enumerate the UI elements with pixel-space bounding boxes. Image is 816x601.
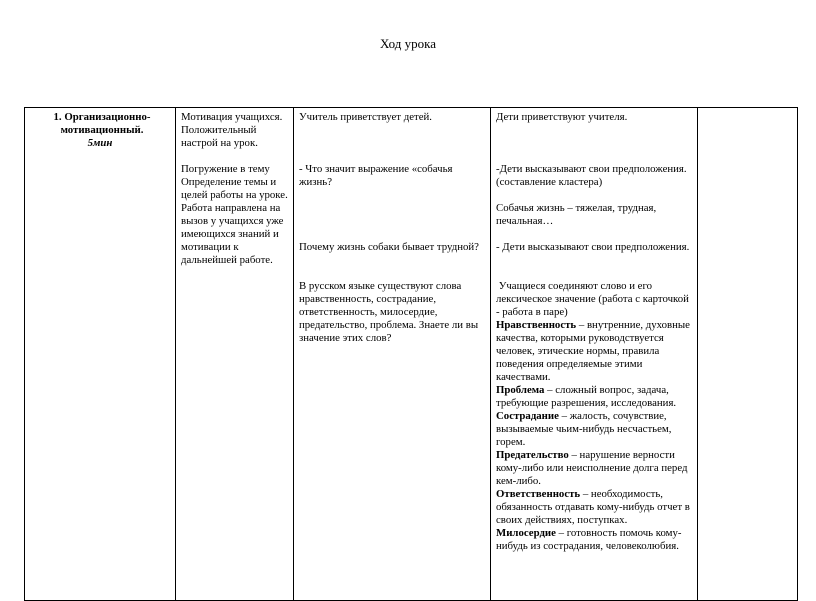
- students-guess-1: -Дети высказывают свои предположения. (составление кластера): [496, 163, 687, 188]
- students-task: Учащиеся соединяют слово и его лексическое значение (работа с карточкой - работа в паре): [496, 280, 692, 318]
- definition-term: Проблема: [496, 384, 545, 396]
- definition-term: Сострадание: [496, 410, 559, 422]
- students-greeting: Дети приветствуют учителя.: [496, 111, 628, 123]
- definition-meaning: – жалость, сочувствие, вызываемые чьим-нибудь несчастьем, горем.: [496, 410, 672, 448]
- teacher-cell: [294, 108, 491, 601]
- students-cell: [491, 108, 698, 601]
- definition-term: Милосердие: [496, 527, 556, 539]
- stage-time: 5мин: [87, 137, 113, 149]
- definition-meaning: – необходимость, обязанность отдавать кому-нибудь отчет в своих действиях, поступках.: [496, 488, 690, 526]
- teacher-question-3: В русском языке существуют слова нравственность, сострадание, ответственность, милосердие, предательство, проблема. Знаете ли вы значение этих слов?: [299, 280, 479, 344]
- definition-term: Нравственность: [496, 319, 577, 331]
- students-dog-life: Собачья жизнь – тяжелая, трудная, печальная…: [496, 202, 657, 227]
- goal-immersion: Погружение в тему Определение темы и целей работы на уроке. Работа направлена на вызов у учащихся уже имеющихся знаний и мотивации к дальнейшей работе.: [181, 163, 288, 266]
- definition-item: [496, 527, 692, 553]
- definition-term: Ответственность: [496, 488, 581, 500]
- goal-motivation: Мотивация учащихся. Положительный настрой на урок.: [181, 111, 283, 149]
- students-guess-2: - Дети высказывают свои предположения.: [496, 241, 690, 253]
- definition-item: [496, 410, 692, 449]
- stage-cell: [25, 108, 176, 601]
- definition-term: Предательство: [496, 449, 569, 461]
- notes-cell: [698, 108, 798, 601]
- definition-meaning: – внутренние, духовные качества, которыми руководствуется человек, этические нормы, правила поведения определяемые этими качествами.: [496, 319, 690, 383]
- definition-item: [496, 384, 692, 410]
- teacher-greeting: Учитель приветствует детей.: [299, 111, 432, 123]
- stage-title: 1. Организационно-мотивационный.: [53, 111, 151, 136]
- teacher-question-2: Почему жизнь собаки бывает трудной?: [299, 241, 479, 253]
- definition-item: [496, 319, 692, 384]
- definition-meaning: – нарушение верности кому-либо или неисполнение долга перед кем-либо.: [496, 449, 688, 487]
- lesson-table: [24, 107, 798, 601]
- table-row: [25, 108, 798, 601]
- teacher-question-1: - Что значит выражение «собачья жизнь?: [299, 163, 453, 188]
- definition-meaning: – готовность помочь кому-нибудь из сострадания, человеколюбия.: [496, 527, 682, 552]
- definition-meaning: – сложный вопрос, задача, требующие разрешения, исследования.: [496, 384, 677, 409]
- goals-cell: [176, 108, 294, 601]
- definition-item: [496, 449, 692, 488]
- definitions-list: [496, 319, 692, 553]
- page-title: Ход урока: [380, 36, 436, 51]
- definition-item: [496, 488, 692, 527]
